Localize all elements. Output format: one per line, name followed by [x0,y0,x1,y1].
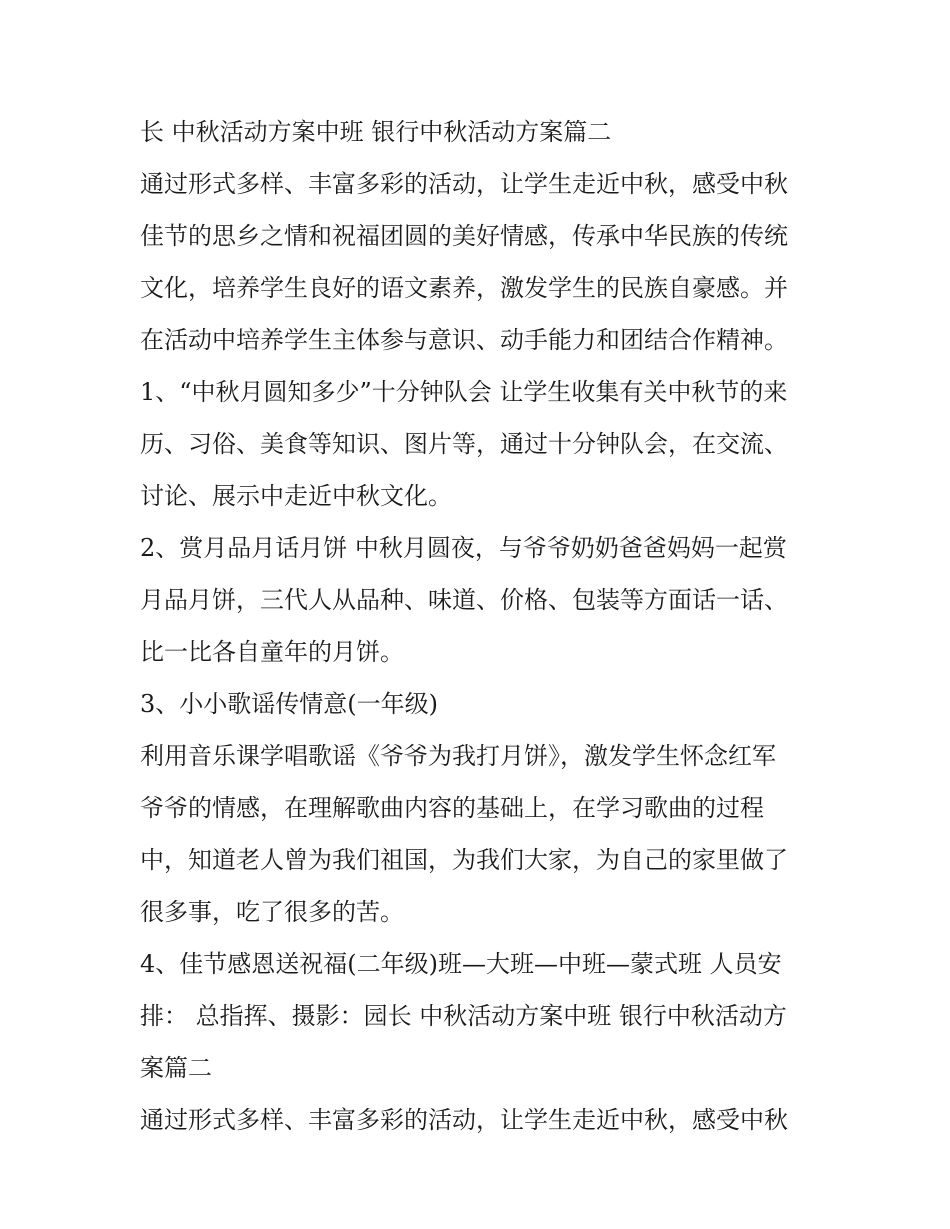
text-line: 佳节的思乡之情和祝福团圆的美好情感，传承中华民族的传统 [140,222,788,250]
text-line: 爷爷的情感，在理解歌曲内容的基础上，在学习歌曲的过程 [140,794,764,822]
text-line: 中，知道老人曾为我们祖国，为我们大家，为自己的家里做了 [140,846,788,874]
text-line: 在活动中培养学生主体参与意识、动手能力和团结合作精神。 [140,326,788,354]
text-line: 1、“中秋月圆知多少”十分钟队会 让学生收集有关中秋节的来 [140,378,788,406]
text-line: 月品月饼，三代人从品种、味道、价格、包装等方面话一话、 [140,586,788,614]
text-line: 文化，培养学生良好的语文素养，激发学生的民族自豪感。并 [140,274,788,302]
text-line: 利用音乐课学唱歌谣《爷爷为我打月饼》，激发学生怀念红军 [140,742,776,770]
text-line: 通过形式多样、丰富多彩的活动，让学生走近中秋，感受中秋 [140,1106,788,1134]
text-line: 2、赏月品月话月饼 中秋月圆夜，与爷爷奶奶爸爸妈妈一起赏 [140,534,787,562]
text-line: 历、习俗、美食等知识、图片等，通过十分钟队会，在交流、 [140,430,788,458]
text-line: 3、小小歌谣传情意(一年级) [140,690,438,718]
text-line: 长 中秋活动方案中班 银行中秋活动方案篇二 [140,118,612,146]
text-line: 4、佳节感恩送祝福(二年级)班—大班—中班—蒙式班 人员安 [140,950,782,978]
document-body [140,106,820,1146]
text-line: 比一比各自童年的月饼。 [140,638,404,666]
text-line: 排： 总指挥、摄影：园长 中秋活动方案中班 银行中秋活动方 [140,1002,787,1030]
text-line: 案篇二 [140,1054,212,1082]
text-line: 很多事，吃了很多的苦。 [140,898,404,926]
text-line: 通过形式多样、丰富多彩的活动，让学生走近中秋，感受中秋 [140,170,788,198]
text-line: 讨论、展示中走近中秋文化。 [140,482,452,510]
